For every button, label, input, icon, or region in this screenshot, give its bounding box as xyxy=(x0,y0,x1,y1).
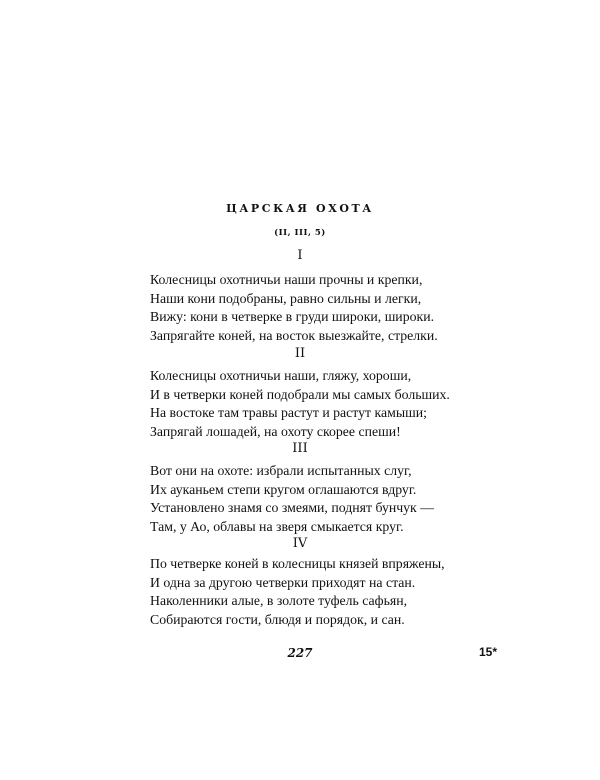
signature-mark: 15* xyxy=(479,645,498,659)
verse-line: Колесницы охотничьи наши, гляжу, хороши, xyxy=(150,368,412,383)
verse-line: Наши кони подобраны, равно сильны и легки, xyxy=(150,290,422,306)
stanza-3 xyxy=(150,462,470,536)
stanza-number-2: II xyxy=(294,346,306,361)
verse-line: Там, у Ао, облавы на зверя смыкается круг. xyxy=(150,518,404,534)
stanza-number-3: III xyxy=(292,441,308,456)
verse-line: Вижу: кони в четверке в груди широки, широки. xyxy=(150,309,435,325)
verse-line: И одна за другою четверки приходят на стан. xyxy=(150,574,416,590)
verse-line: Наколенники алые, в золоте туфель сафьян, xyxy=(150,593,408,609)
verse-line: На востоке там травы растут и растут камыши; xyxy=(150,405,427,421)
stanza-4 xyxy=(150,555,470,629)
verse-line: Установлено знамя со змеями, поднят бунчук — xyxy=(150,500,435,516)
stanza-1 xyxy=(150,271,470,345)
verse-line: Колесницы охотничьи наши прочны и крепки, xyxy=(150,272,423,287)
page-number: 227 xyxy=(287,646,313,660)
verse-line: Собираются гости, блюдя и порядок, и сан. xyxy=(150,611,405,627)
verse-line: По четверке коней в колесницы князей впряжены, xyxy=(150,556,445,571)
stanza-number-1: I xyxy=(297,248,303,263)
poem-reference: (II, III, 5) xyxy=(274,228,326,238)
verse-line: Запрягайте коней, на восток выезжайте, стрелки. xyxy=(150,327,438,343)
verse-line: Вот они на охоте: избрали испытанных слуг, xyxy=(150,463,412,478)
stanza-2 xyxy=(150,367,470,441)
verse-line: Запрягай лошадей, на охоту скорее спеши! xyxy=(150,423,401,439)
stanza-number-4: IV xyxy=(292,536,308,551)
verse-line: Их ауканьем степи кругом оглашаются вдруг. xyxy=(150,481,417,497)
poem-title: ЦАРСКАЯ ОХОТА xyxy=(226,202,374,215)
verse-line: И в четверки коней подобрали мы самых больших. xyxy=(150,386,450,402)
